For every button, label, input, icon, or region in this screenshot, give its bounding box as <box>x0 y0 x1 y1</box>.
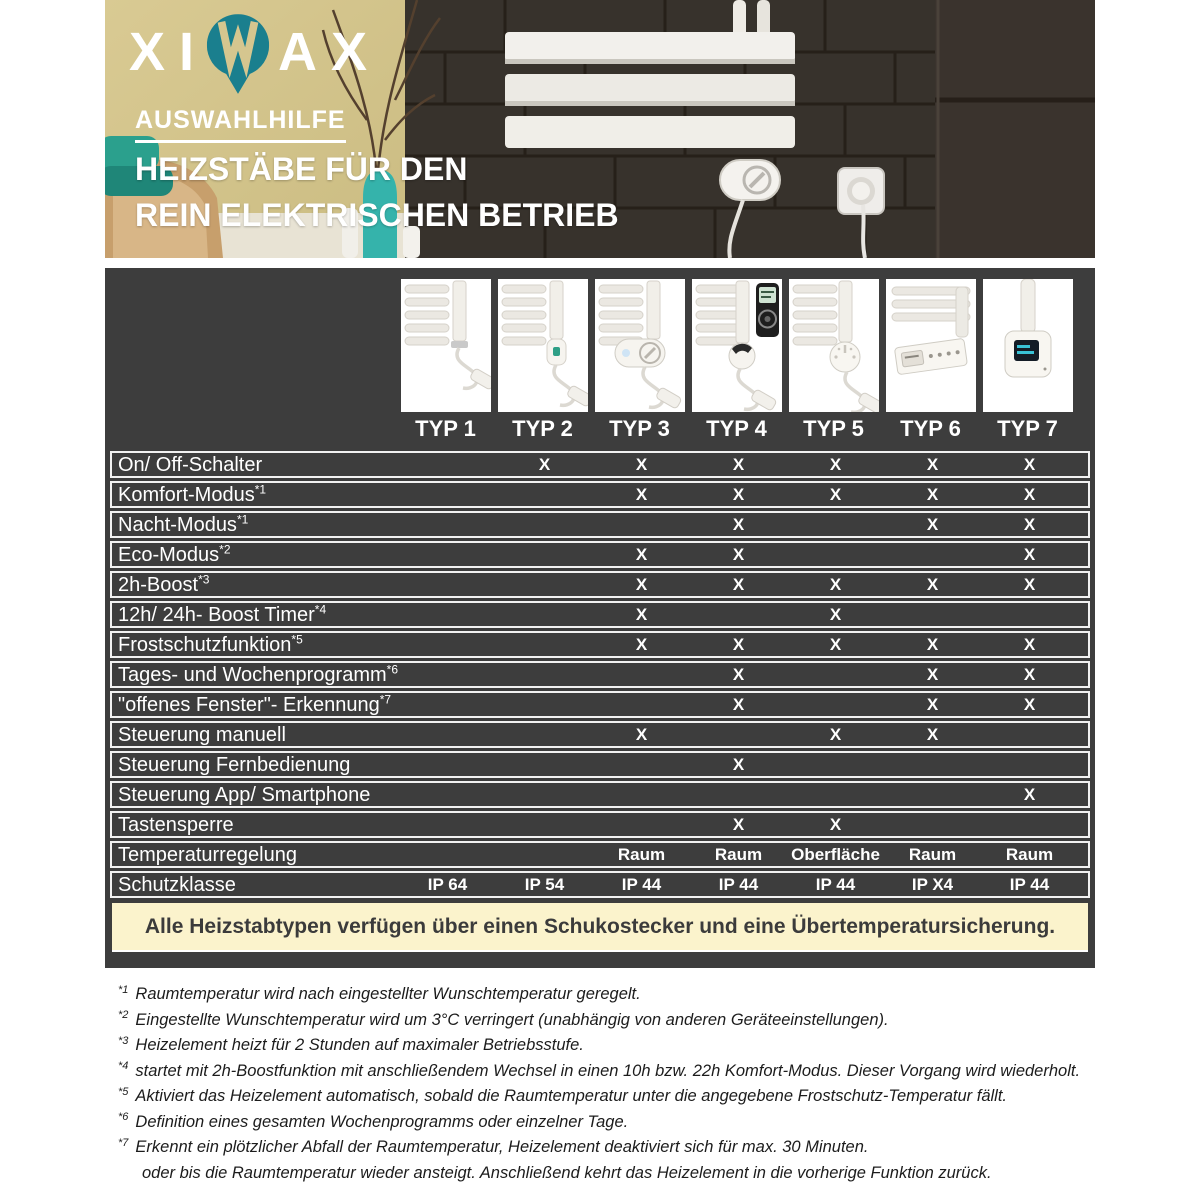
column-header-typ-7: TYP 7 <box>997 416 1058 441</box>
cell-r5-typ3: X <box>635 574 648 594</box>
cell-r4-typ7: X <box>1023 544 1036 564</box>
feature-label: Frostschutzfunktion$^{*5}$ <box>118 631 303 656</box>
footnote-7: $^{*7}$ Erkennt ein plötzlicher Abfall der Raumtemperatur, Heizelement deaktiviert sich für max. 30 Minuten. <box>118 1136 869 1156</box>
column-header-typ-5: TYP 5 <box>803 416 864 441</box>
cell-r7-typ6: X <box>926 634 939 654</box>
cell-r7-typ3: X <box>635 634 648 654</box>
feature-label: Steuerung App/ Smartphone <box>118 783 371 806</box>
feature-label: Temperaturregelung <box>118 843 297 866</box>
cell-r3-typ4: X <box>732 514 745 534</box>
feature-row-4 <box>110 541 1090 568</box>
column-header-typ-3: TYP 3 <box>609 416 670 441</box>
footnote-2: $^{*2}$ Eingestellte Wunschtemperatur wird um 3°C verringert (unabhängig von anderen Geräteeinstellungen). <box>118 1009 889 1029</box>
logo-text-ax: AX <box>278 22 382 82</box>
typ-7-product-photo <box>979 279 1076 412</box>
feature-row-14 <box>110 841 1090 868</box>
cell-r15-typ1: IP 64 <box>427 874 468 894</box>
feature-label: Steuerung manuell <box>118 723 286 746</box>
cell-r14-typ5: Oberfläche <box>791 844 880 864</box>
hero-title-line1: HEIZSTÄBE FÜR DEN <box>135 151 468 187</box>
feature-label: "offenes Fenster"- Erkennung$^{*7}$ <box>118 691 392 716</box>
cell-r1-typ3: X <box>635 454 648 474</box>
cell-r7-typ4: X <box>732 634 745 654</box>
cell-r4-typ3: X <box>635 544 648 564</box>
cell-r14-typ6: Raum <box>908 844 957 864</box>
typ-6-product-photo <box>882 279 979 412</box>
cell-r5-typ5: X <box>829 574 842 594</box>
typ-4-product-photo <box>688 279 785 412</box>
cell-r14-typ4: Raum <box>714 844 763 864</box>
cell-r5-typ6: X <box>926 574 939 594</box>
cell-r2-typ6: X <box>926 484 939 504</box>
cell-r7-typ7: X <box>1023 634 1036 654</box>
column-header-typ-2: TYP 2 <box>512 416 573 441</box>
cell-r14-typ3: Raum <box>617 844 666 864</box>
footnote-8: oder bis die Raumtemperatur wieder ansteigt. Anschließend kehrt das Heizelement in die vorherige Funktion zurück. <box>142 1163 992 1182</box>
cell-r14-typ7: Raum <box>1005 844 1054 864</box>
feature-rows <box>110 451 1090 901</box>
feature-label: Tages- und Wochenprogramm$^{*6}$ <box>118 661 398 686</box>
row-label-spacer <box>110 279 397 412</box>
cell-r15-typ2: IP 54 <box>524 874 565 894</box>
cell-r8-typ7: X <box>1023 664 1036 684</box>
cell-r9-typ6: X <box>926 694 939 714</box>
feature-label: Komfort-Modus$^{*1}$ <box>118 481 267 506</box>
footnote-6: $^{*6}$ Definition eines gesamten Wochenprogramms oder einzelner Tage. <box>118 1111 629 1131</box>
cell-r1-typ6: X <box>926 454 939 474</box>
logo-text-xi: XI <box>129 22 209 82</box>
cell-r10-typ3: X <box>635 724 648 744</box>
typ-1-product-photo <box>397 279 494 412</box>
feature-row-2 <box>110 481 1090 508</box>
cell-r2-typ5: X <box>829 484 842 504</box>
cell-r10-typ5: X <box>829 724 842 744</box>
feature-row-15 <box>110 871 1090 898</box>
feature-label: On/ Off-Schalter <box>118 453 263 476</box>
cell-r7-typ5: X <box>829 634 842 654</box>
typ-3-product-photo <box>591 279 688 412</box>
hero-title-line2: REIN ELEKTRISCHEN BETRIEB <box>135 197 619 233</box>
feature-label: Nacht-Modus$^{*1}$ <box>118 511 249 536</box>
cell-r9-typ4: X <box>732 694 745 714</box>
cell-r3-typ6: X <box>926 514 939 534</box>
cell-r8-typ6: X <box>926 664 939 684</box>
footnote-1: $^{*1}$ Raumtemperatur wird nach eingestellter Wunschtemperatur geregelt. <box>118 983 641 1003</box>
cell-r10-typ6: X <box>926 724 939 744</box>
cell-r15-typ6: IP X4 <box>911 874 954 894</box>
cell-r15-typ4: IP 44 <box>718 874 759 894</box>
feature-label: Steuerung Fernbedienung <box>118 753 351 776</box>
footnotes <box>118 983 1098 1190</box>
column-header-typ-1: TYP 1 <box>415 416 476 441</box>
footnote-5: $^{*5}$ Aktiviert das Heizelement automatisch, sobald die Raumtemperatur unter die angegebene Frostschutz-Temperatur fällt. <box>118 1085 1007 1105</box>
cell-r6-typ3: X <box>635 604 648 624</box>
cell-r1-typ7: X <box>1023 454 1036 474</box>
feature-row-10 <box>110 721 1090 748</box>
typ-2-product-photo <box>494 279 591 412</box>
feature-row-6 <box>110 601 1090 628</box>
feature-label: 2h-Boost$^{*3}$ <box>118 571 210 596</box>
cell-r8-typ4: X <box>732 664 745 684</box>
cell-r11-typ4: X <box>732 754 745 774</box>
hero-cabinet <box>935 0 1095 258</box>
cell-r4-typ4: X <box>732 544 745 564</box>
cell-r13-typ4: X <box>732 814 745 834</box>
comparison-table-panel <box>105 268 1095 968</box>
cell-r13-typ5: X <box>829 814 842 834</box>
brand-logo <box>129 10 381 94</box>
column-header-typ-4: TYP 4 <box>706 416 767 441</box>
cell-r5-typ7: X <box>1023 574 1036 594</box>
cell-r2-typ4: X <box>732 484 745 504</box>
feature-row-13 <box>110 811 1090 838</box>
feature-label: Schutzklasse <box>118 873 236 896</box>
feature-row-9 <box>110 691 1090 718</box>
feature-row-8 <box>110 661 1090 688</box>
feature-row-3 <box>110 511 1090 538</box>
cell-r3-typ7: X <box>1023 514 1036 534</box>
feature-row-11 <box>110 751 1090 778</box>
cell-r1-typ5: X <box>829 454 842 474</box>
hero-title <box>135 146 619 238</box>
cell-r15-typ5: IP 44 <box>815 874 856 894</box>
column-header-typ-6: TYP 6 <box>900 416 961 441</box>
feature-row-12 <box>110 781 1090 808</box>
feature-label: 12h/ 24h- Boost Timer$^{*4}$ <box>118 601 327 626</box>
cell-r2-typ7: X <box>1023 484 1036 504</box>
product-image-row <box>110 279 1090 412</box>
hero-eyebrow: AUSWAHLHILFE <box>135 106 346 143</box>
feature-label: Tastensperre <box>118 813 234 836</box>
cell-r2-typ3: X <box>635 484 648 504</box>
cell-r5-typ4: X <box>732 574 745 594</box>
feature-row-5 <box>110 571 1090 598</box>
feature-row-1 <box>110 451 1090 478</box>
footnote-4: $^{*4}$ startet mit 2h-Boostfunktion mit anschließendem Wechsel in einen 10h bzw. 22h Komfort-Modus. Dieser Vorgang wird wiederholt. <box>118 1060 1081 1080</box>
cell-r1-typ2: X <box>538 454 551 474</box>
cell-r15-typ3: IP 44 <box>621 874 662 894</box>
typ-5-product-photo <box>785 279 882 412</box>
cell-r1-typ4: X <box>732 454 745 474</box>
logo-m-drop-icon <box>202 12 274 94</box>
cell-r15-typ7: IP 44 <box>1009 874 1050 894</box>
feature-row-7 <box>110 631 1090 658</box>
hero-banner <box>105 0 1095 258</box>
note-banner: Alle Heizstabtypen verfügen über einen Schukostecker und eine Übertemperatursicherung. <box>112 903 1088 952</box>
footnote-3: $^{*3}$ Heizelement heizt für 2 Stunden auf maximaler Betriebsstufe. <box>118 1034 584 1054</box>
cell-r12-typ7: X <box>1023 784 1036 804</box>
cell-r9-typ7: X <box>1023 694 1036 714</box>
feature-label: Eco-Modus$^{*2}$ <box>118 541 231 566</box>
header-label-spacer <box>110 416 397 442</box>
column-header-row <box>110 416 1090 442</box>
cell-r6-typ5: X <box>829 604 842 624</box>
